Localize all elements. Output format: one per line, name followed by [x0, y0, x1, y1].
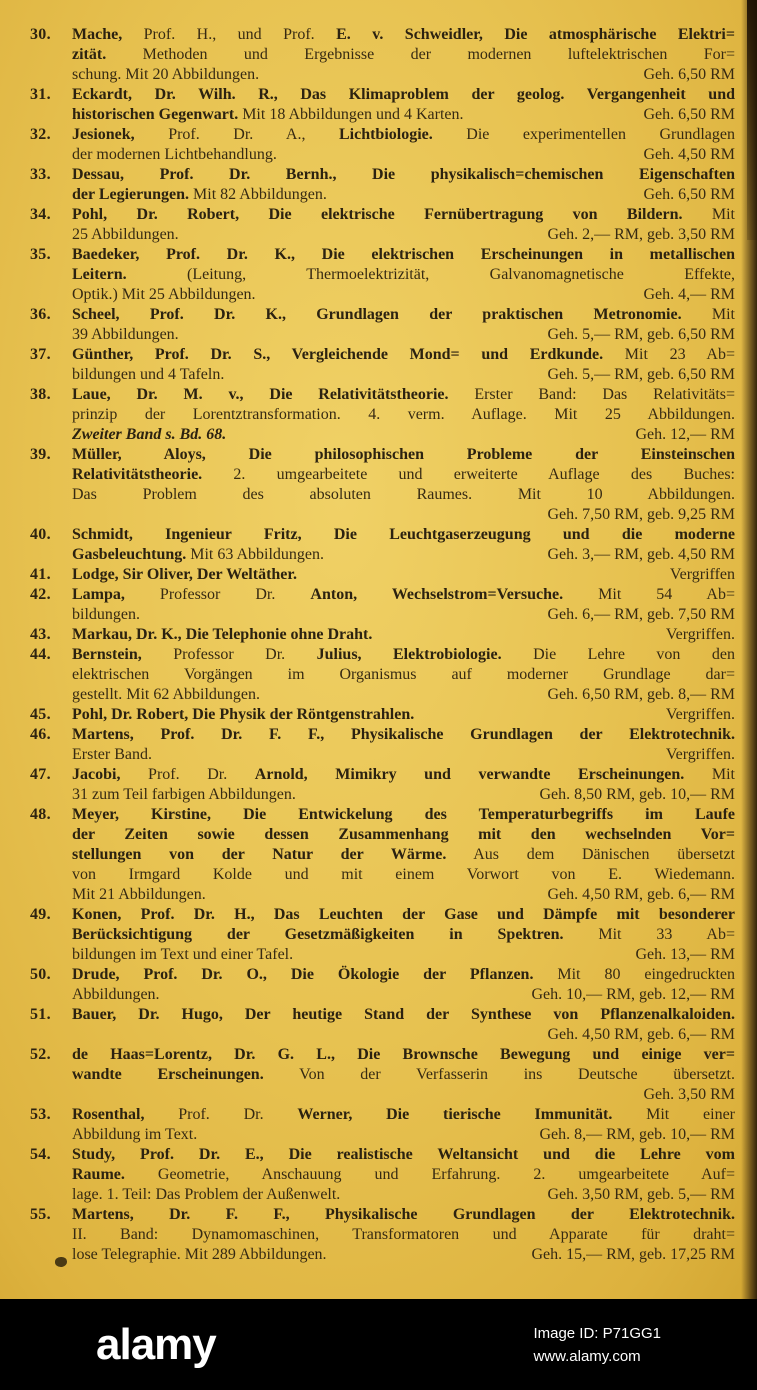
- entry-line: [72, 545, 735, 565]
- entry-line: [72, 845, 735, 865]
- entry-text: Pohl, Dr. Robert, Die Physik der Röntgenstrahlen.: [72, 706, 415, 723]
- entry-number: 54.: [30, 1146, 51, 1163]
- entry-text: Laue, Dr. M. v., Die Relativitätstheorie. Erster Band: Das Relativitäts=: [72, 386, 736, 403]
- entry-line: [72, 185, 735, 205]
- entry-text: Bauer, Dr. Hugo, Der heutige Stand der Synthese von Pflanzenalkaloiden.: [72, 1006, 735, 1023]
- entry-number: 32.: [30, 126, 51, 143]
- alamy-watermark-bar: [0, 1299, 757, 1390]
- entry-line: [72, 105, 735, 125]
- entry-line: [72, 285, 735, 305]
- entry-number: 39.: [30, 446, 51, 463]
- entry-number: 53.: [30, 1106, 51, 1123]
- entry-line: [72, 145, 735, 165]
- entry-number: 45.: [30, 706, 51, 723]
- entry-price: Geh. 3,50 RM, geb. 5,— RM: [547, 1186, 735, 1203]
- entry-text: historischen Gegenwart. Mit 18 Abbildungen und 4 Karten.: [72, 106, 464, 123]
- entry-line: [72, 445, 735, 465]
- entry-number: 38.: [30, 386, 51, 403]
- entry-line: [72, 805, 735, 825]
- catalog-entry: [30, 625, 735, 645]
- entry-text: bildungen und 4 Tafeln.: [72, 366, 225, 383]
- entry-text: Zweiter Band s. Bd. 68.: [72, 426, 227, 443]
- entry-line: [72, 945, 735, 965]
- entry-text: Scheel, Prof. Dr. K., Grundlagen der praktischen Metronomie. Mit: [72, 306, 735, 323]
- entry-text: Konen, Prof. Dr. H., Das Leuchten der Gase und Dämpfe mit besonderer: [72, 906, 735, 923]
- catalog-entry: [30, 645, 735, 705]
- entry-price: Geh. 2,— RM, geb. 3,50 RM: [547, 226, 735, 243]
- entry-line: [72, 465, 735, 485]
- entry-line: [72, 1165, 735, 1185]
- entry-text: elektrischen Vorgängen im Organismus auf moderner Grundlage dar=: [72, 666, 735, 683]
- entry-text: prinzip der Lorentztransformation. 4. verm. Auflage. Mit 25 Abbildungen.: [72, 406, 735, 423]
- entry-price: Geh. 10,— RM, geb. 12,— RM: [531, 986, 735, 1003]
- entry-text: Baedeker, Prof. Dr. K., Die elektrischen Erscheinungen in metallischen: [72, 246, 735, 263]
- entry-text: Abbildung im Text.: [72, 1126, 198, 1143]
- entry-line: [72, 1125, 735, 1145]
- entry-text: Müller, Aloys, Die philosophischen Probleme der Einsteinschen: [72, 446, 735, 463]
- entry-line: [72, 645, 735, 665]
- entry-line: [72, 305, 735, 325]
- entry-line: [72, 965, 735, 985]
- image-id-text: Image ID: P71GG1: [533, 1324, 661, 1342]
- catalog-entry: [30, 725, 735, 765]
- entry-text: Relativitätstheorie. 2. umgearbeitete und erweiterte Auflage des Buches:: [72, 466, 735, 483]
- entry-line: [72, 925, 735, 945]
- entry-text: Markau, Dr. K., Die Telephonie ohne Draht.: [72, 626, 373, 643]
- entry-line: [72, 525, 735, 545]
- catalog-entry: [30, 1205, 735, 1265]
- entry-text: Martens, Dr. F. F., Physikalische Grundlagen der Elektrotechnik.: [72, 1206, 735, 1223]
- catalog-entry: [30, 1145, 735, 1205]
- entry-text: bildungen.: [72, 606, 140, 623]
- entry-text: gestellt. Mit 62 Abbildungen.: [72, 686, 260, 703]
- entry-line: [72, 1025, 735, 1045]
- entry-text: Martens, Prof. Dr. F. F., Physikalische Grundlagen der Elektrotechnik.: [72, 726, 735, 743]
- entry-line: [72, 585, 735, 605]
- entry-price: Geh. 6,50 RM: [643, 186, 735, 203]
- catalog-entry: [30, 705, 735, 725]
- entry-text: Das Problem des absoluten Raumes. Mit 10 Abbildungen.: [72, 486, 735, 503]
- entry-line: [72, 785, 735, 805]
- entry-price: Geh. 5,— RM, geb. 6,50 RM: [547, 366, 735, 383]
- entry-text: schung. Mit 20 Abbildungen.: [72, 66, 260, 83]
- catalog-entry: [30, 85, 735, 125]
- catalog-entry: [30, 385, 735, 445]
- entry-number: 36.: [30, 306, 51, 323]
- catalog-entry: [30, 805, 735, 905]
- entry-line: [72, 885, 735, 905]
- entry-number: 51.: [30, 1006, 51, 1023]
- entry-price: Geh. 4,— RM: [643, 286, 735, 303]
- entry-number: 40.: [30, 526, 51, 543]
- entry-line: [72, 345, 735, 365]
- entry-text: Study, Prof. Dr. E., Die realistische Weltansicht und die Lehre vom: [72, 1146, 735, 1163]
- entry-text: Schmidt, Ingenieur Fritz, Die Leuchtgaserzeugung und die moderne: [72, 526, 735, 543]
- entry-price: Geh. 13,— RM: [635, 946, 735, 963]
- entry-line: [72, 1005, 735, 1025]
- entry-line: [72, 1205, 735, 1225]
- entry-text: Günther, Prof. Dr. S., Vergleichende Mond= und Erdkunde. Mit 23 Ab=: [72, 346, 735, 363]
- entry-text: zität. Methoden und Ergebnisse der modernen luftelektrischen For=: [72, 46, 735, 63]
- entry-text: wandte Erscheinungen. Von der Verfasserin ins Deutsche übersetzt.: [72, 1066, 735, 1083]
- entry-price: Geh. 6,— RM, geb. 7,50 RM: [547, 606, 735, 623]
- entry-line: [72, 45, 735, 65]
- entry-number: 30.: [30, 26, 51, 43]
- entry-price: Geh. 3,— RM, geb. 4,50 RM: [547, 546, 735, 563]
- entry-price: Vergriffen.: [665, 746, 735, 763]
- entry-number: 33.: [30, 166, 51, 183]
- entry-text: Erster Band.: [72, 746, 152, 763]
- entry-text: 25 Abbildungen.: [72, 226, 179, 243]
- entry-line: [72, 765, 735, 785]
- entry-line: [72, 1245, 735, 1265]
- catalog-entry: [30, 765, 735, 805]
- entry-text: der Zeiten sowie dessen Zusammenhang mit den wechselnden Vor=: [72, 826, 735, 843]
- entry-text: Mache, Prof. H., und Prof. E. v. Schweidler, Die atmosphärische Elektri=: [72, 26, 735, 43]
- entry-line: [72, 1065, 735, 1085]
- entry-number: 37.: [30, 346, 51, 363]
- entry-line: [72, 225, 735, 245]
- entry-line: [72, 1145, 735, 1165]
- entry-price: Geh. 6,50 RM: [643, 106, 735, 123]
- entry-number: 46.: [30, 726, 51, 743]
- entry-line: [72, 705, 735, 725]
- entry-price: Geh. 3,50 RM: [643, 1086, 735, 1103]
- catalog-entry: [30, 525, 735, 565]
- entry-line: [72, 405, 735, 425]
- entry-line: [72, 685, 735, 705]
- entry-line: [72, 1045, 735, 1065]
- entry-number: 43.: [30, 626, 51, 643]
- entry-number: 52.: [30, 1046, 51, 1063]
- entry-line: [72, 65, 735, 85]
- entry-line: [72, 265, 735, 285]
- entry-text: II. Band: Dynamomaschinen, Transformatoren und Apparate für draht=: [72, 1226, 735, 1243]
- entry-line: [72, 1105, 735, 1125]
- entry-text: lage. 1. Teil: Das Problem der Außenwelt.: [72, 1186, 341, 1203]
- alamy-url-text: www.alamy.com: [533, 1347, 641, 1365]
- catalog-entry: [30, 565, 735, 585]
- entry-number: 50.: [30, 966, 51, 983]
- catalog-entry: [30, 345, 735, 385]
- entry-text: Bernstein, Professor Dr. Julius, Elektrobiologie. Die Lehre von den: [72, 646, 735, 663]
- entry-line: [72, 245, 735, 265]
- entry-number: 41.: [30, 566, 51, 583]
- entry-text: Lampa, Professor Dr. Anton, Wechselstrom=Versuche. Mit 54 Ab=: [72, 586, 736, 603]
- entry-text: 39 Abbildungen.: [72, 326, 179, 343]
- entry-text: von Irmgard Kolde und mit einem Vorwort von E. Wiedemann.: [72, 866, 735, 883]
- entry-text: stellungen von der Natur der Wärme. Aus dem Dänischen übersetzt: [72, 846, 736, 863]
- catalog-entry: [30, 1045, 735, 1105]
- entry-number: 31.: [30, 86, 51, 103]
- entry-number: 35.: [30, 246, 51, 263]
- entry-price: Vergriffen.: [665, 706, 735, 723]
- entry-price: Geh. 4,50 RM, geb. 6,— RM: [547, 1026, 735, 1043]
- entry-line: [72, 25, 735, 45]
- entry-number: 48.: [30, 806, 51, 823]
- entry-text: Pohl, Dr. Robert, Die elektrische Fernübertragung von Bildern. Mit: [72, 206, 735, 223]
- entry-number: 42.: [30, 586, 51, 603]
- entry-text: Drude, Prof. Dr. O., Die Ökologie der Pflanzen. Mit 80 eingedruckten: [72, 966, 735, 983]
- entry-text: Meyer, Kirstine, Die Entwickelung des Temperaturbegriffs im Laufe: [72, 806, 735, 823]
- entry-line: [72, 365, 735, 385]
- catalog-entry: [30, 125, 735, 165]
- entry-line: [72, 605, 735, 625]
- entry-line: [72, 1225, 735, 1245]
- entry-line: [72, 325, 735, 345]
- entry-number: 34.: [30, 206, 51, 223]
- catalog-entry: [30, 445, 735, 525]
- entry-text: Abbildungen.: [72, 986, 160, 1003]
- entry-line: [72, 725, 735, 745]
- catalog-entry: [30, 1005, 735, 1045]
- alamy-logo: alamy: [96, 1319, 216, 1369]
- entry-line: [72, 1085, 735, 1105]
- catalog-entry: [30, 905, 735, 965]
- entry-price: Vergriffen.: [665, 626, 735, 643]
- entry-price: Geh. 7,50 RM, geb. 9,25 RM: [547, 506, 735, 523]
- entry-line: [72, 1185, 735, 1205]
- entry-line: [72, 125, 735, 145]
- entry-line: [72, 165, 735, 185]
- entry-price: Geh. 6,50 RM, geb. 8,— RM: [547, 686, 735, 703]
- entry-line: [72, 85, 735, 105]
- catalog-entry: [30, 165, 735, 205]
- entry-price: Geh. 4,50 RM, geb. 6,— RM: [547, 886, 735, 903]
- entry-text: Jacobi, Prof. Dr. Arnold, Mimikry und verwandte Erscheinungen. Mit: [72, 766, 735, 783]
- entry-line: [72, 385, 735, 405]
- entry-line: [72, 905, 735, 925]
- catalog-entry: [30, 585, 735, 625]
- entry-text: Optik.) Mit 25 Abbildungen.: [72, 286, 256, 303]
- entry-line: [72, 565, 735, 585]
- catalog-entry: [30, 965, 735, 1005]
- entry-price: Geh. 12,— RM: [635, 426, 735, 443]
- catalog-entry: [30, 245, 735, 305]
- entry-line: [72, 625, 735, 645]
- catalog-entry: [30, 305, 735, 345]
- entry-text: Dessau, Prof. Dr. Bernh., Die physikalisch=chemischen Eigenschaften: [72, 166, 735, 183]
- catalog-entry: [30, 25, 735, 85]
- entry-price: Vergriffen: [669, 566, 735, 583]
- entry-number: 44.: [30, 646, 51, 663]
- entry-line: [72, 745, 735, 765]
- entry-text: Mit 21 Abbildungen.: [72, 886, 206, 903]
- entry-price: Geh. 6,50 RM: [643, 66, 735, 83]
- entry-price: Geh. 8,50 RM, geb. 10,— RM: [539, 786, 735, 803]
- entry-text: Lodge, Sir Oliver, Der Weltäther.: [72, 566, 298, 583]
- entry-text: Jesionek, Prof. Dr. A., Lichtbiologie. Die experimentellen Grundlagen: [72, 126, 735, 143]
- entry-text: Eckardt, Dr. Wilh. R., Das Klimaproblem der geolog. Vergangenheit und: [72, 86, 735, 103]
- entry-text: Rosenthal, Prof. Dr. Werner, Die tierische Immunität. Mit einer: [72, 1106, 735, 1123]
- entry-text: lose Telegraphie. Mit 289 Abbildungen.: [72, 1246, 327, 1263]
- entry-price: Geh. 8,— RM, geb. 10,— RM: [539, 1126, 735, 1143]
- entry-line: [72, 205, 735, 225]
- entry-line: [72, 425, 735, 445]
- entry-text: der modernen Lichtbehandlung.: [72, 146, 277, 163]
- entry-text: 31 zum Teil farbigen Abbildungen.: [72, 786, 296, 803]
- watermark-meta: [533, 1322, 661, 1368]
- entry-text: Leitern. (Leitung, Thermoelektrizität, Galvanomagnetische Effekte,: [72, 266, 735, 283]
- entry-number: 49.: [30, 906, 51, 923]
- entry-text: der Legierungen. Mit 82 Abbildungen.: [72, 186, 327, 203]
- entry-line: [72, 665, 735, 685]
- entry-price: Geh. 5,— RM, geb. 6,50 RM: [547, 326, 735, 343]
- entry-text: Raume. Geometrie, Anschauung und Erfahrung. 2. umgearbeitete Auf=: [72, 1166, 735, 1183]
- entry-line: [72, 865, 735, 885]
- ink-spot: [55, 1257, 67, 1267]
- entry-price: Geh. 15,— RM, geb. 17,25 RM: [531, 1246, 735, 1263]
- entry-text: bildungen im Text und einer Tafel.: [72, 946, 294, 963]
- entry-line: [72, 505, 735, 525]
- entry-line: [72, 825, 735, 845]
- entry-text: de Haas=Lorentz, Dr. G. L., Die Brownsche Bewegung und einige ver=: [72, 1046, 735, 1063]
- entry-price: Geh. 4,50 RM: [643, 146, 735, 163]
- entry-text: Berücksichtigung der Gesetzmäßigkeiten in Spektren. Mit 33 Ab=: [72, 926, 736, 943]
- entry-line: [72, 485, 735, 505]
- catalog-entry: [30, 205, 735, 245]
- entry-text: Gasbeleuchtung. Mit 63 Abbildungen.: [72, 546, 325, 563]
- entry-line: [72, 985, 735, 1005]
- entry-number: 47.: [30, 766, 51, 783]
- catalog-entry: [30, 1105, 735, 1145]
- entry-number: 55.: [30, 1206, 51, 1223]
